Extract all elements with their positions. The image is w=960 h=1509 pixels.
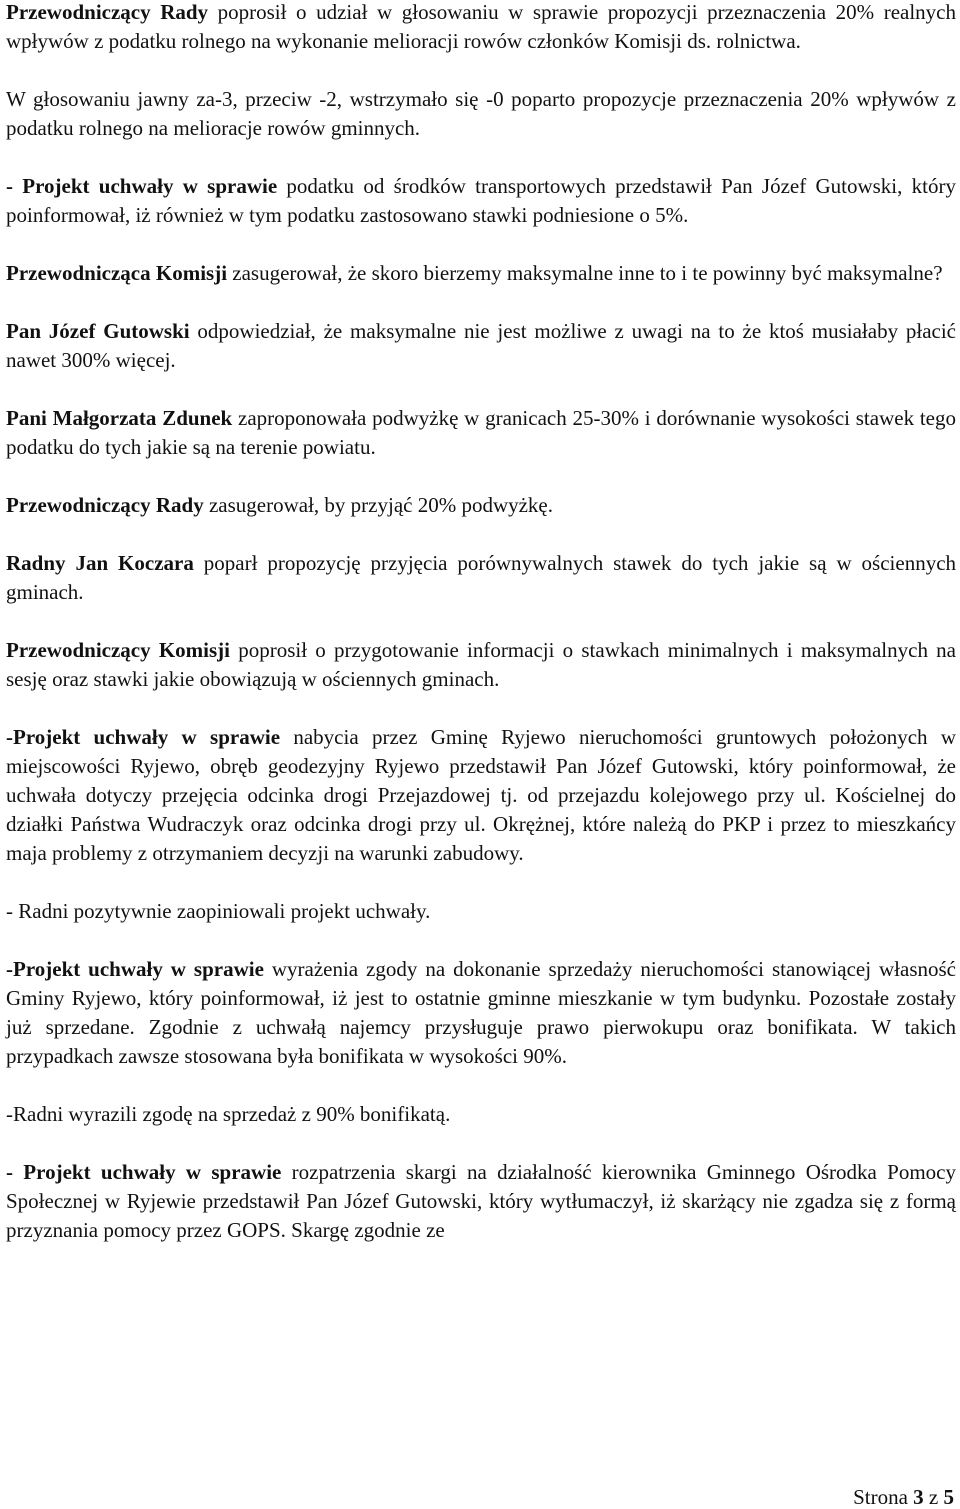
paragraph-text: podatku od środków transportowych przedstawił Pan Józef Gutowski, który poinformował, iż również w tym podatku zastosowano stawki podniesione o 5%.	[6, 174, 956, 227]
paragraph-gap	[6, 230, 956, 259]
speaker-label: - Projekt uchwały w sprawie	[6, 1160, 282, 1184]
speaker-label: -Projekt uchwały w sprawie	[6, 725, 281, 749]
paragraph-text: W głosowaniu jawny za-3, przeciw -2, wstrzymało się -0 poparto propozycje przeznaczenia 20% wpływów z podatku rolnego na melioracje rowów gminnych.	[6, 87, 956, 140]
speaker-label: - Projekt uchwały w sprawie	[6, 174, 278, 198]
paragraph-gap	[6, 926, 956, 955]
page-number-separator: z	[923, 1485, 944, 1509]
speaker-label: Pan Józef Gutowski	[6, 319, 190, 343]
paragraph-6	[6, 404, 956, 462]
paragraph-text: -Radni wyrazili zgodę na sprzedaż z 90% bonifikatą.	[6, 1102, 451, 1126]
paragraph-1	[6, 0, 956, 56]
paragraph-12	[6, 955, 956, 1071]
paragraph-9	[6, 636, 956, 694]
speaker-label: Przewodniczący Rady	[6, 493, 204, 517]
paragraph-gap	[6, 375, 956, 404]
paragraph-gap	[6, 288, 956, 317]
paragraph-gap	[6, 694, 956, 723]
paragraph-3	[6, 172, 956, 230]
paragraph-gap	[6, 462, 956, 491]
paragraph-gap	[6, 143, 956, 172]
paragraph-text: poprosił o przygotowanie informacji o stawkach minimalnych i maksymalnych na sesję oraz stawki jakie obowiązują w ościennych gminach.	[6, 638, 956, 691]
paragraph-4	[6, 259, 956, 288]
speaker-label: -Projekt uchwały w sprawie	[6, 957, 264, 981]
paragraph-gap	[6, 1129, 956, 1158]
speaker-label: Pani Małgorzata Zdunek	[6, 406, 233, 430]
paragraph-gap	[6, 1071, 956, 1100]
paragraph-gap	[6, 56, 956, 85]
speaker-label: Przewodniczący Komisji	[6, 638, 230, 662]
paragraph-text: poparł propozycję przyjęcia porównywalnych stawek do tych jakie są w ościennych gminach.	[6, 551, 957, 604]
page-footer	[853, 1485, 954, 1509]
speaker-label: Przewodniczący Rady	[6, 0, 209, 24]
paragraph-text: wyrażenia zgody na dokonanie sprzedaży nieruchomości stanowiącej własność Gminy Ryjewo, który poinformował, iż jest to ostatnie gminne mieszkanie w tym budynku. Pozostałe zostały już sprzedane. Zgodnie z uchwałą najemcy przysługuje prawo pierwokupu oraz bonifikata. W takich przypadkach zawsze stosowana była bonifikata w wysokości 90%.	[6, 957, 956, 1068]
paragraph-7	[6, 491, 956, 520]
paragraph-text: nabycia przez Gminę Ryjewo nieruchomości gruntowych położonych w miejscowości Ryjewo, obręb geodezyjny Ryjewo przedstawił Pan Józef Gutowski, który poinformował, że uchwała dotyczy przejęcia odcinka drogi Przejazdowej tj. od przejazdu kolejowego przy ul. Kościelnej do działki Państwa Wudraczyk oraz odcinka drogi przy ul. Okrężnej, które należą do PKP i przez to mieszkańcy maja problemy z otrzymaniem decyzji na warunki zabudowy.	[6, 725, 957, 865]
current-page-number: 3	[913, 1485, 924, 1509]
paragraph-text: zasugerował, by przyjąć 20% podwyżkę.	[203, 493, 554, 517]
paragraph-13	[6, 1100, 956, 1129]
speaker-label: Przewodnicząca Komisji	[6, 261, 228, 285]
paragraph-14	[6, 1158, 956, 1245]
total-page-number: 5	[943, 1485, 954, 1509]
paragraph-2	[6, 85, 956, 143]
paragraph-10	[6, 723, 956, 868]
paragraph-8	[6, 549, 956, 607]
paragraph-gap	[6, 520, 956, 549]
paragraph-11	[6, 897, 956, 926]
paragraph-text: - Radni pozytywnie zaopiniowali projekt uchwały.	[6, 899, 431, 923]
page-number-label: Strona	[853, 1485, 914, 1509]
paragraph-text: rozpatrzenia skargi na działalność kierownika Gminnego Ośrodka Pomocy Społecznej w Ryjewie przedstawił Pan Józef Gutowski, który wytłumaczył, iż skarżący nie zgadza się z formą przyznania pomocy przez GOPS. Skargę zgodnie ze	[6, 1160, 956, 1242]
paragraph-text: odpowiedział, że maksymalne nie jest możliwe z uwagi na to że ktoś musiałaby płacić nawet 300% więcej.	[6, 319, 957, 372]
paragraph-text: zaproponowała podwyżkę w granicach 25-30% i dorównanie wysokości stawek tego podatku do tych jakie są na terenie powiatu.	[6, 406, 956, 459]
speaker-label: Radny Jan Koczara	[6, 551, 194, 575]
paragraph-gap	[6, 868, 956, 897]
paragraph-gap	[6, 607, 956, 636]
document-body	[6, 0, 956, 1245]
paragraph-text: zasugerował, że skoro bierzemy maksymalne inne to i te powinny być maksymalne?	[227, 261, 943, 285]
paragraph-5	[6, 317, 956, 375]
paragraph-text: poprosił o udział w głosowaniu w sprawie propozycji przeznaczenia 20% realnych wpływów z podatku rolnego na wykonanie melioracji rowów członków Komisji ds. rolnictwa.	[6, 0, 956, 53]
